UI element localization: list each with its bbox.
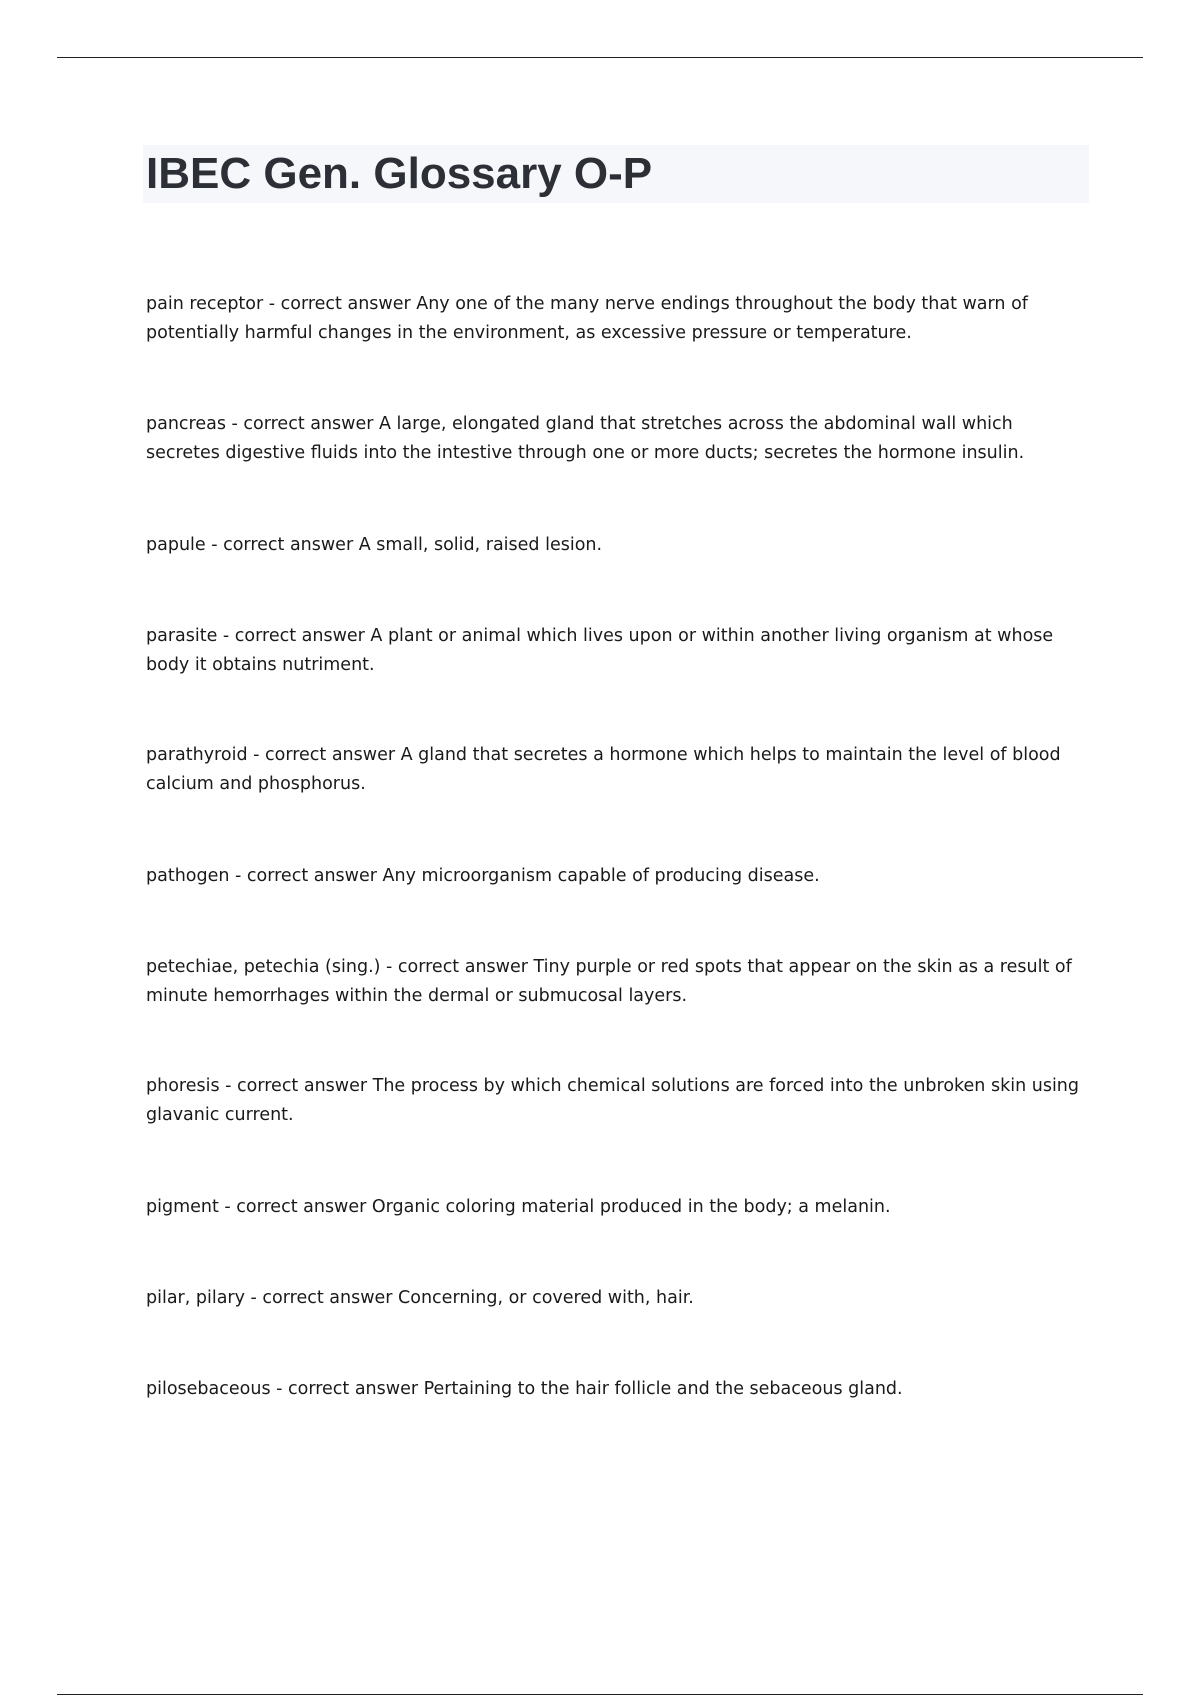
glossary-entry-pilar: pilar, pilary - correct answer Concerning, or covered with, hair. xyxy=(146,1288,694,1308)
page-title: IBEC Gen. Glossary O-P xyxy=(146,149,653,198)
glossary-entry-parasite: parasite - correct answer A plant or animal which lives upon or within another living organism at whose body it obtains nutriment. xyxy=(146,626,1054,675)
glossary-entry-petechiae: petechiae, petechia (sing.) - correct answer Tiny purple or red spots that appear on the skin as a result of minute hemorrhages within the dermal or submucosal layers. xyxy=(146,957,1072,1006)
glossary-entry-pathogen: pathogen - correct answer Any microorganism capable of producing disease. xyxy=(146,866,820,886)
bottom-rule xyxy=(57,1694,1143,1695)
glossary-entry-pilosebaceous: pilosebaceous - correct answer Pertaining to the hair follicle and the sebaceous gland. xyxy=(146,1379,903,1399)
glossary-entry-phoresis: phoresis - correct answer The process by which chemical solutions are forced into the unbroken skin using glavanic current. xyxy=(146,1076,1080,1125)
glossary-entry-pigment: pigment - correct answer Organic coloring material produced in the body; a melanin. xyxy=(146,1197,891,1217)
glossary-entry-papule: papule - correct answer A small, solid, raised lesion. xyxy=(146,535,603,555)
top-rule xyxy=(57,57,1143,58)
glossary-entry-parathyroid: parathyroid - correct answer A gland that secretes a hormone which helps to maintain the level of blood calcium and phosphorus. xyxy=(146,745,1061,794)
glossary-entry-pancreas: pancreas - correct answer A large, elongated gland that stretches across the abdominal wall which secretes digestive fluids into the intestive through one or more ducts; secretes the hormone insulin. xyxy=(146,414,1025,463)
glossary-entry-pain-receptor: pain receptor - correct answer Any one of the many nerve endings throughout the body that warn of potentially harmful changes in the environment, as excessive pressure or temperature. xyxy=(146,294,1028,343)
